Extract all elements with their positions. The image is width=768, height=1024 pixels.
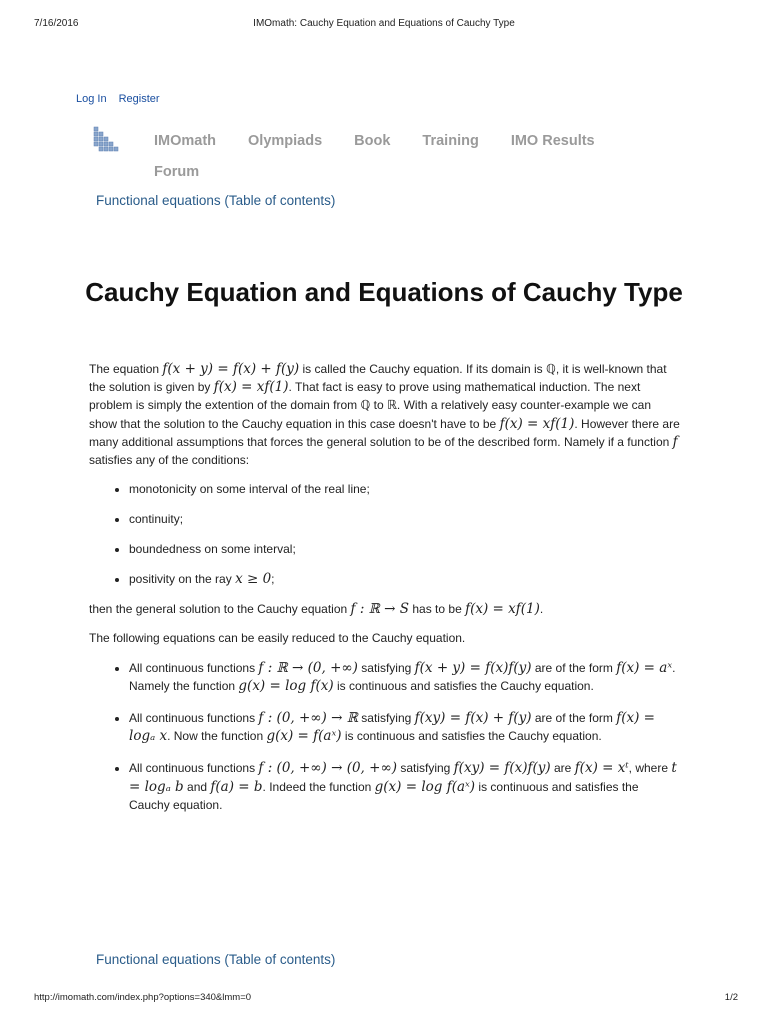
math: g(x) = log f(aˣ) (374, 778, 476, 795)
intro-paragraph (89, 360, 681, 469)
math-solution: f(x) = xf(1) (213, 379, 289, 396)
text: are of the form (534, 660, 613, 675)
list-item: • continuity; (129, 510, 681, 528)
list-item (129, 659, 681, 695)
toc-link-bottom[interactable]: Functional equations (Table of contents) (96, 952, 336, 967)
text: are of the form (534, 711, 613, 726)
nav-item-training[interactable]: Training (422, 133, 479, 149)
math-cauchy-equation: f(x + y) = f(x) + f(y) (162, 361, 300, 377)
math: f(x) = aˣ (616, 659, 673, 676)
text: is continuous and satisfies the Cauchy equation. (336, 678, 594, 693)
list-item (129, 759, 681, 814)
text: ; (271, 572, 275, 587)
text: is called the Cauchy equation. If its domain is (302, 362, 543, 376)
math: f(a) = b (210, 778, 263, 795)
reduction-intro: The following equations can be easily reduced to the Cauchy equation. (89, 631, 466, 646)
text: satisfies any of the conditions: (89, 453, 250, 468)
text: , where (628, 761, 669, 776)
nav-item-imo-results[interactable]: IMO Results (510, 133, 595, 149)
text: . Indeed the function (262, 779, 372, 794)
math-rationals: ℚ (546, 361, 556, 376)
nav-item-book[interactable]: Book (354, 133, 391, 149)
math-solution: f(x) = xf(1) (465, 601, 540, 618)
text: , it is well-known that the solution is given by (89, 362, 667, 395)
list-item: • monotonicity on some interval of the real line; (129, 480, 681, 498)
math: f : (0, +∞) → ℝ (258, 710, 358, 727)
print-date: 7/16/2016 (34, 18, 79, 29)
text: and (187, 779, 208, 794)
text: are (554, 761, 572, 776)
math: f(x) = xᵗ (574, 760, 629, 777)
text: satisfying (400, 761, 451, 776)
text: satisfying (361, 660, 412, 675)
print-title: IMOmath: Cauchy Equation and Equations of Cauchy Type (253, 18, 515, 29)
math: f(xy) = f(x) + f(y) (414, 710, 532, 727)
page-title: Cauchy Equation and Equations of Cauchy Type (85, 277, 683, 307)
list-item: • boundedness on some interval; (129, 540, 681, 558)
article-body (89, 360, 681, 828)
main-nav (154, 126, 634, 188)
text: All continuous functions (129, 761, 256, 776)
math-positivity: x ≥ 0 (235, 571, 272, 588)
text: All continuous functions (129, 660, 256, 675)
login-link[interactable]: Log In (76, 93, 107, 105)
math: f : ℝ → (0, +∞) (258, 659, 358, 676)
toc-link-top[interactable]: Functional equations (Table of contents) (96, 193, 336, 208)
math-reals: ℝ (387, 397, 397, 413)
math: f(xy) = f(x)f(y) (453, 760, 551, 777)
text: is continuous and satisfies the Cauchy equation. (344, 729, 602, 744)
general-solution-paragraph (89, 600, 681, 618)
math-solution: f(x) = xf(1) (499, 415, 575, 432)
nav-item-olympiads[interactable]: Olympiads (248, 133, 323, 149)
pyramid-logo-icon[interactable] (92, 126, 124, 154)
list-item (129, 570, 681, 588)
text: . That fact is easy to prove using mathematical induction. The next problem is simply the extention of the domain from (89, 380, 641, 413)
math: f : (0, +∞) → (0, +∞) (258, 760, 397, 777)
math-map: f : ℝ → S (350, 601, 410, 618)
print-page-number: 1/2 (724, 992, 738, 1003)
register-link[interactable]: Register (118, 93, 160, 105)
text: satisfying (361, 711, 412, 726)
auth-links (76, 93, 172, 105)
text: . With a relatively easy counter-example we can show that the solution to the Cauchy equation in this case doesn't have to be (89, 398, 652, 431)
text: positivity on the ray (129, 572, 232, 587)
list-item (129, 709, 681, 745)
text: . However there are many additional assumptions that forces the general solution to be of the described form. Namely if a function (89, 416, 680, 449)
reductions-list (89, 659, 681, 814)
math: t = logₐ b (129, 760, 677, 795)
math: g(x) = f(aˣ) (266, 728, 342, 745)
math: f(x + y) = f(x)f(y) (414, 659, 532, 676)
text: The equation (89, 362, 160, 376)
text: . Namely the function (129, 660, 676, 693)
nav-item-imomath[interactable]: IMOmath (154, 133, 217, 149)
text: All continuous functions (129, 711, 256, 726)
text: . (539, 602, 544, 617)
text: is continuous and satisfies the Cauchy equation. (129, 779, 639, 812)
math: f(x) = logₐ x (129, 710, 655, 745)
nav-item-forum[interactable]: Forum (154, 164, 200, 180)
conditions-list (89, 480, 681, 588)
text: to (373, 398, 384, 413)
print-url: http://imomath.com/index.php?options=340&lmm=0 (34, 992, 252, 1003)
math-rationals: ℚ (360, 397, 371, 413)
math-f: f (672, 433, 678, 450)
text: . Now the function (167, 729, 264, 744)
text: then the general solution to the Cauchy equation (89, 602, 348, 617)
math: g(x) = log f(x) (238, 677, 334, 694)
text: has to be (412, 602, 462, 617)
